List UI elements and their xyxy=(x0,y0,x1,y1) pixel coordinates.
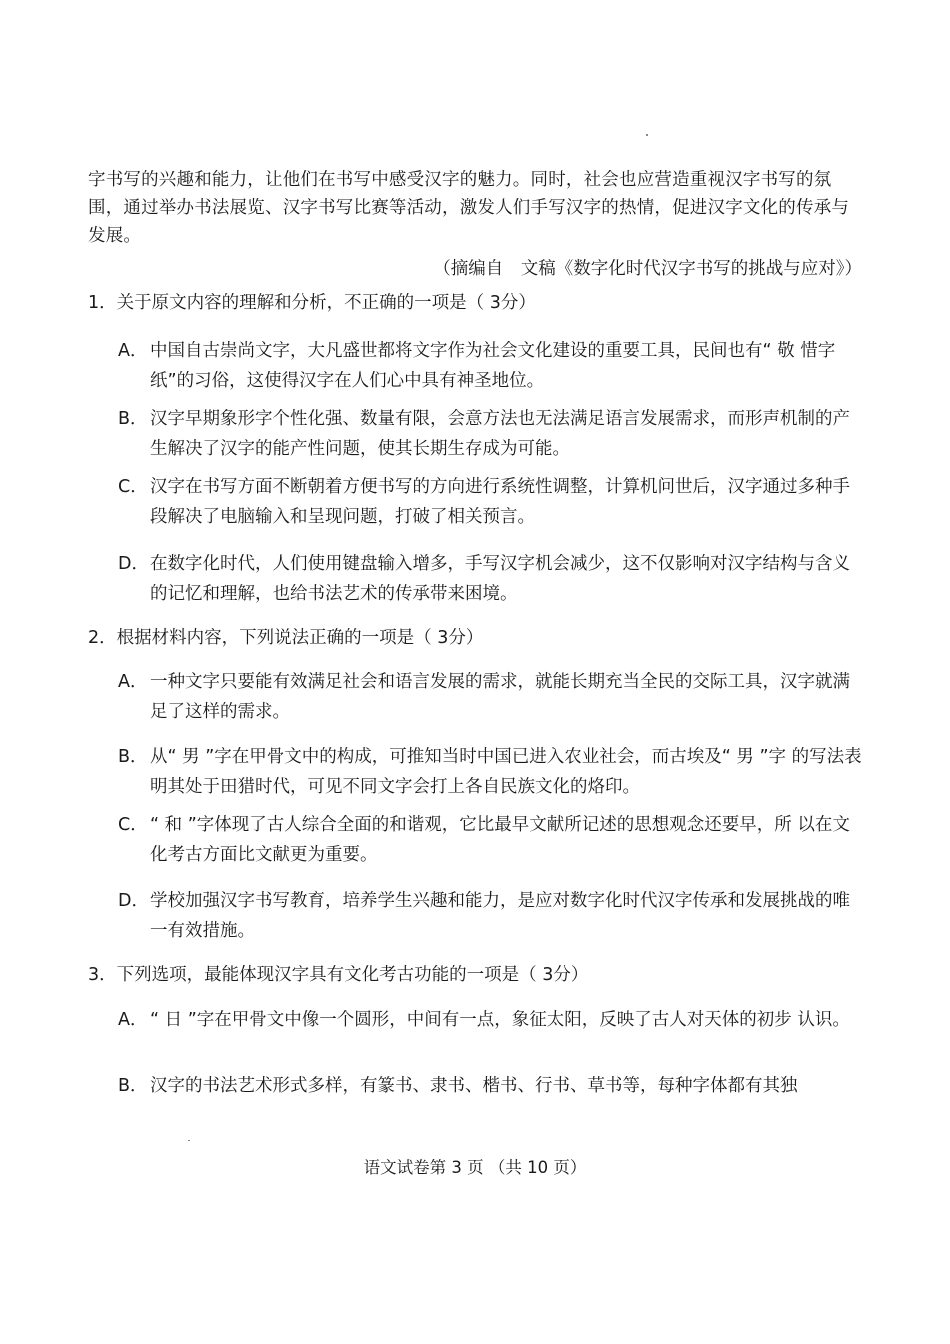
option-text: 学校加强汉字书写教育，培养学生兴趣和能力，是应对数字化时代汉字传承和发展挑战的唯一有效措施。 xyxy=(150,891,850,941)
source-citation: （摘编自 文稿《数字化时代汉字书写的挑战与应对》） xyxy=(433,259,862,279)
option-text: “ 日 ”字在甲骨文中像一个圆形，中间有一点，象征太阳，反映了古人对天体的初步 认识。 xyxy=(150,1010,850,1030)
option-text: 汉字在书写方面不断朝着方便书写的方向进行系统性调整，计算机问世后，汉字通过多种手段解决了电脑输入和呈现问题，打破了相关预言。 xyxy=(150,477,850,527)
option-letter: A． xyxy=(118,672,148,692)
option-text: 中国自古崇尚文字，大凡盛世都将文字作为社会文化建设的重要工具，民间也有“ 敬 惜字纸”的习俗，这使得汉字在人们心中具有神圣地位。 xyxy=(150,341,836,391)
scan-speck xyxy=(646,134,648,136)
question-2-stem: 2．根据材料内容，下列说法正确的一项是（ 3分） xyxy=(88,628,484,648)
question-1-option-b[interactable] xyxy=(118,404,866,464)
option-text: 从“ 男 ”字在甲骨文中的构成，可推知当时中国已进入农业社会，而古埃及“ 男 ”字 的写法表明其处于田猎时代，可见不同文字会打上各自民族文化的烙印。 xyxy=(150,747,862,797)
option-letter: B． xyxy=(118,747,148,767)
option-text: 汉字的书法艺术形式多样，有篆书、隶书、楷书、行书、草书等，每种字体都有其独 xyxy=(150,1076,798,1096)
question-3-stem: 3．下列选项，最能体现汉字具有文化考古功能的一项是（ 3分） xyxy=(88,965,589,985)
question-3-option-b[interactable] xyxy=(118,1071,866,1101)
passage-ending: 字书写的兴趣和能力，让他们在书写中感受汉字的魅力。同时，社会也应营造重视汉字书写的氛围，通过举办书法展览、汉字书写比赛等活动，激发人们手写汉字的热情，促进汉字文化的传承与发展。 xyxy=(88,170,850,246)
question-1-option-d[interactable] xyxy=(118,549,866,609)
option-letter: C． xyxy=(118,477,148,497)
question-2-option-b[interactable] xyxy=(118,742,866,802)
page-footer: 语文试卷第 3 页 （共 10 页） xyxy=(363,1158,587,1177)
question-2-option-c[interactable] xyxy=(118,810,866,870)
option-text: “ 和 ”字体现了古人综合全面的和谐观，它比最早文献所记述的思想观念还要早，所 以在文化考古方面比文献更为重要。 xyxy=(150,815,850,865)
question-2-option-a[interactable] xyxy=(118,667,866,727)
option-letter: D． xyxy=(118,891,149,911)
option-letter: D． xyxy=(118,554,149,574)
option-letter: A． xyxy=(118,341,148,361)
question-2-option-d[interactable] xyxy=(118,886,866,946)
scan-speck xyxy=(188,1140,190,1141)
option-letter: C． xyxy=(118,815,148,835)
option-text: 在数字化时代，人们使用键盘输入增多，手写汉字机会减少，这不仅影响对汉字结构与含义的记忆和理解，也给书法艺术的传承带来困境。 xyxy=(150,554,850,604)
option-text: 汉字早期象形字个性化强、数量有限，会意方法也无法满足语言发展需求，而形声机制的产生解决了汉字的能产性问题，使其长期生存成为可能。 xyxy=(150,409,850,459)
option-letter: B． xyxy=(118,1076,148,1096)
option-text: 一种文字只要能有效满足社会和语言发展的需求，就能长期充当全民的交际工具，汉字就满足了这样的需求。 xyxy=(150,672,850,722)
question-1-option-a[interactable] xyxy=(118,336,866,396)
question-3-option-a[interactable] xyxy=(118,1005,866,1035)
option-letter: B． xyxy=(118,409,148,429)
question-1-option-c[interactable] xyxy=(118,472,866,532)
question-1-stem: 1．关于原文内容的理解和分析，不正确的一项是（ 3分） xyxy=(88,293,536,313)
option-letter: A． xyxy=(118,1010,148,1030)
